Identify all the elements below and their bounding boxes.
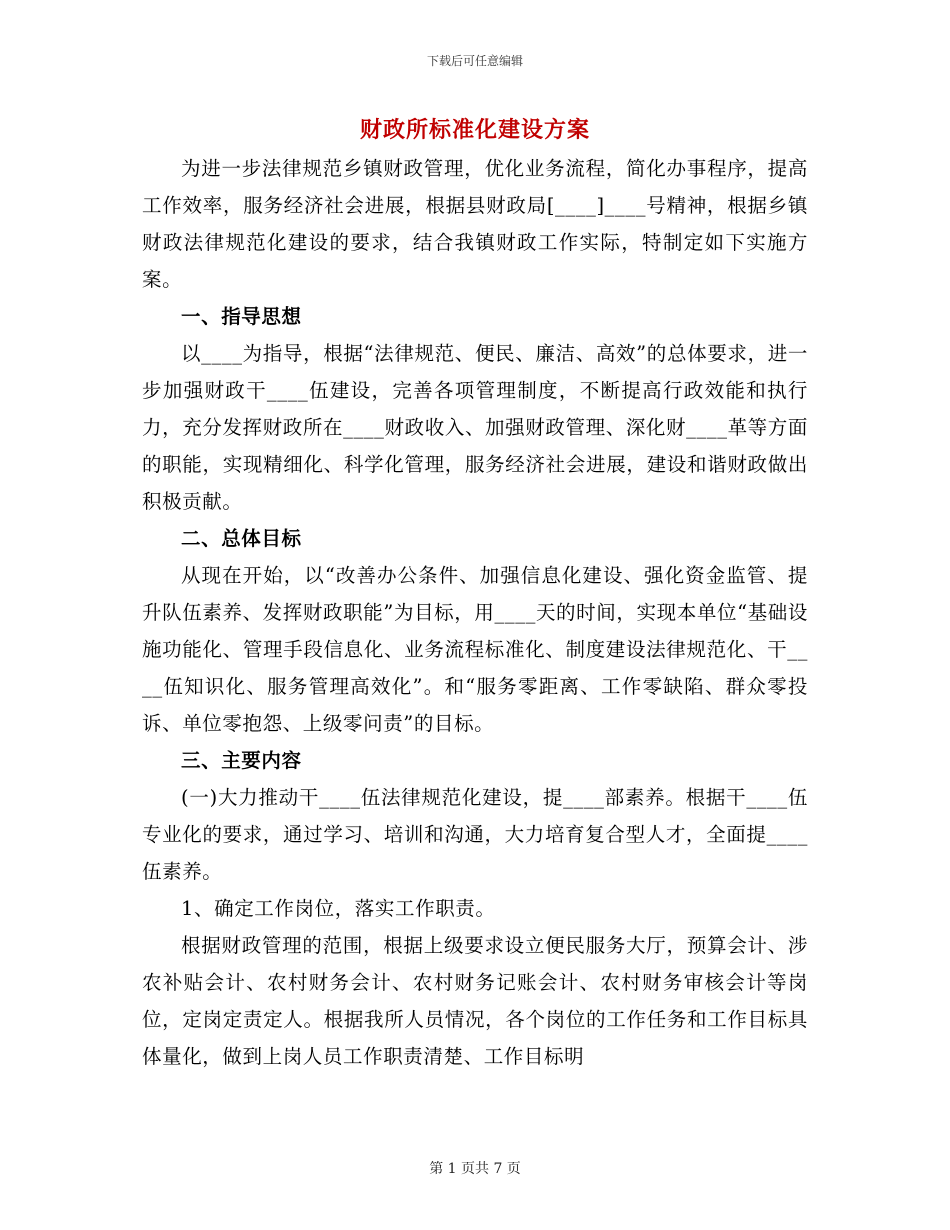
intro-paragraph: 为进一步法律规范乡镇财政管理，优化业务流程，简化办事程序，提高工作效率，服务经济社会进展，根据县财政局[____]____号精神，根据乡镇财政法律规范化建设的要求，结合我镇财政工作实际，特制定如下实施方案。 (142, 157, 808, 291)
list-item-paragraph: 根据财政管理的范围，根据上级要求设立便民服务大厅，预算会计、涉农补贴会计、农村财务会计、农村财务记账会计、农村财务审核会计等岗位，定岗定责定人。根据我所人员情况，各个岗位的工作任务和工作目标具体量化，做到上岗人员工作职责清楚、工作目标明 (142, 934, 808, 1068)
list-item-heading: 1、确定工作岗位，落实工作职责。 (181, 897, 496, 920)
document-title: 财政所标准化建设方案 (359, 117, 590, 143)
page-header-note: 下载后可任意编辑 (426, 54, 523, 68)
section-heading-overall-goal: 二、总体目标 (181, 527, 302, 550)
document-body (142, 150, 808, 1075)
section-heading-guiding-thought: 一、指导思想 (181, 305, 302, 328)
section-heading-main-content: 三、主要内容 (181, 749, 302, 772)
section-body-overall-goal: 从现在开始，以“改善办公条件、加强信息化建设、强化资金监管、提升队伍素养、发挥财政职能”为目标，用____天的时间，实现本单位“基础设施功能化、管理手段信息化、业务流程标准化、制度建设法律规范化、干____伍知识化、服务管理高效化”。和“服务零距离、工作零缺陷、群众零投诉、单位零抱怨、上级零问责”的目标。 (142, 564, 808, 735)
subsection-paragraph: (一)大力推动干____伍法律规范化建设，提____部素养。根据干____伍专业化的要求，通过学习、培训和沟通，大力培育复合型人才，全面提____伍素养。 (142, 786, 808, 883)
page-footer-page-number: 第 1 页共 7 页 (429, 1161, 521, 1177)
section-body-guiding-thought: 以____为指导，根据“法律规范、便民、廉洁、高效”的总体要求，进一步加强财政干____伍建设，完善各项管理制度，不断提高行政效能和执行力，充分发挥财政所在____财政收入、加强财政管理、深化财____革等方面的职能，实现精细化、科学化管理，服务经济社会进展，建设和谐财政做出积极贡献。 (142, 342, 808, 513)
